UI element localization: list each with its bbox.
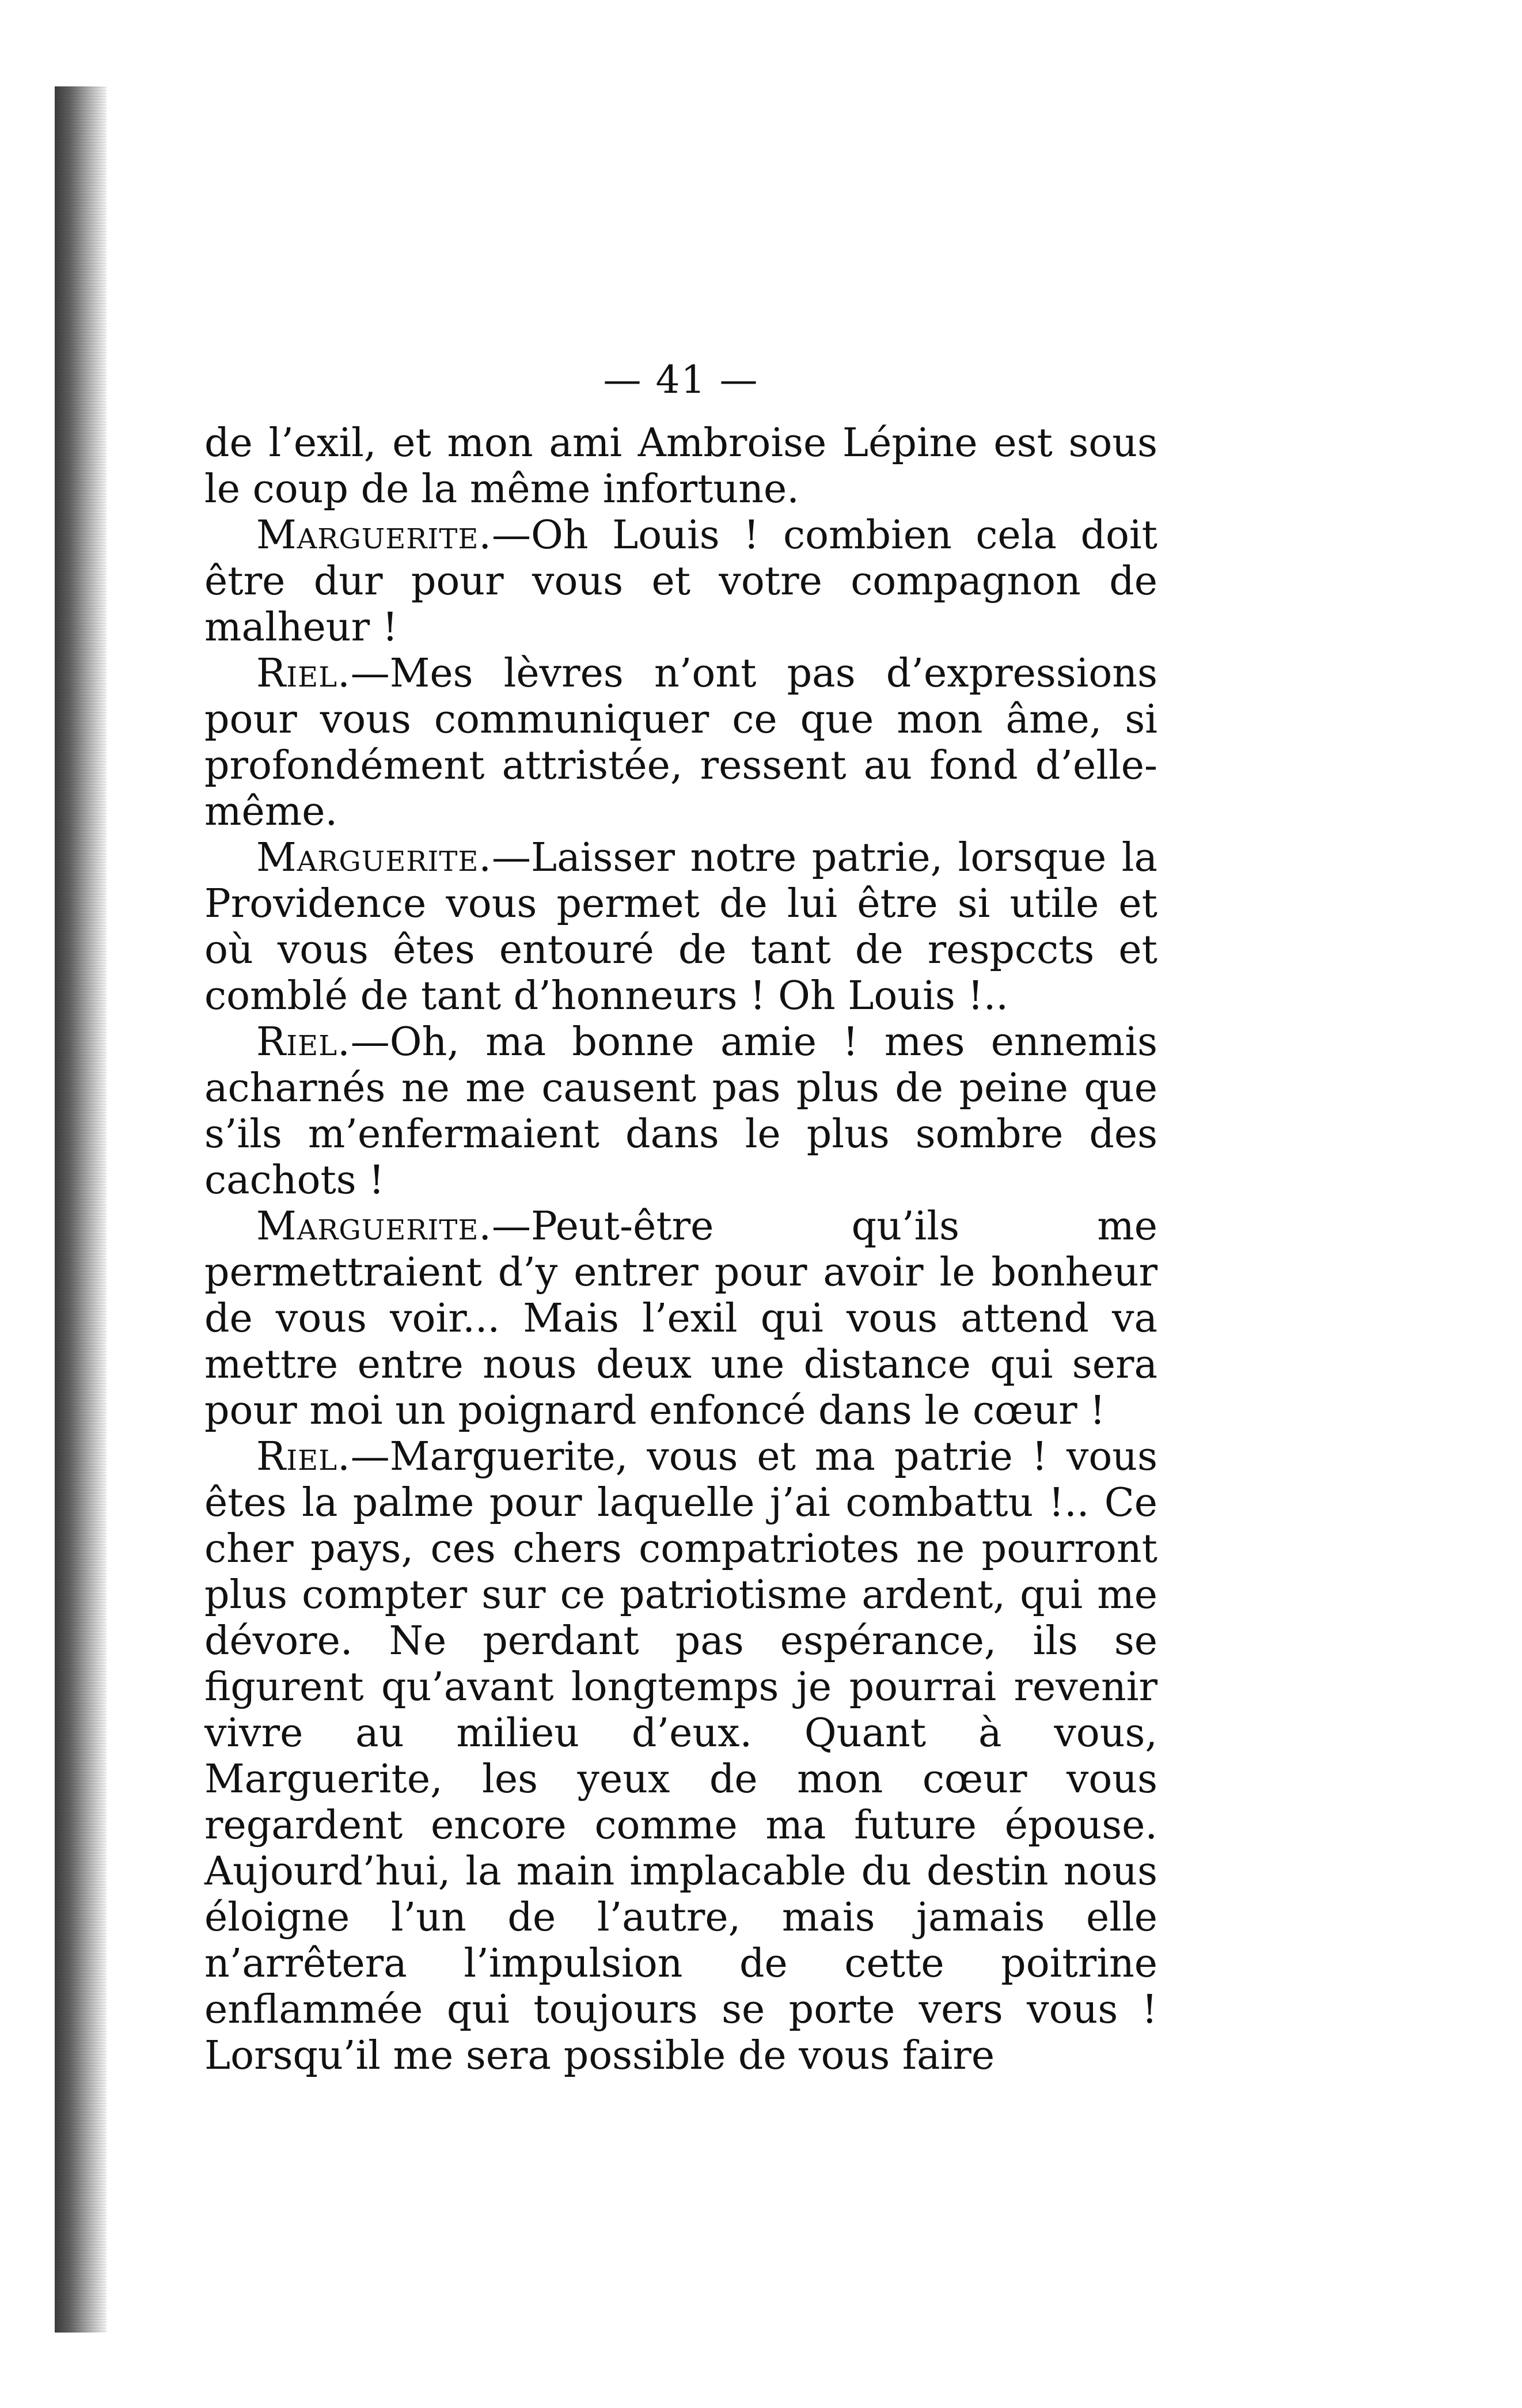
dialogue-text: —Peut-être qu’ils me permettraient d’y entrer pour avoir le bonheur de vous voir... Mais l’exil qui vous attend va mettre entre nous deux une distance qui sera pour moi un poignard enfoncé dans le cœur ! <box>204 1204 1157 1434</box>
speaker-name: Marguerite. <box>256 513 492 558</box>
speaker-name: Marguerite. <box>256 1204 492 1249</box>
dialogue-text: —Laisser notre patrie, lorsque la Providence vous permet de lui être si utile et où vous êtes entouré de tant de respccts et comblé de tant d’honneurs ! Oh Louis !.. <box>204 835 1157 1019</box>
speaker-name: Riel. <box>256 651 351 696</box>
dialogue-paragraph <box>204 1019 1157 1204</box>
dialogue-text: —Oh Louis ! combien cela doit être dur pour vous et votre compagnon de malheur ! <box>204 513 1157 650</box>
dialogue-paragraph <box>204 513 1157 651</box>
speaker-name: Riel. <box>256 1019 351 1065</box>
paragraph-continuation <box>204 420 1157 513</box>
binding-gutter-shadow <box>55 86 107 2333</box>
dialogue-paragraph <box>204 651 1157 835</box>
book-page <box>204 357 1157 2315</box>
dialogue-paragraph <box>204 1204 1157 1434</box>
dialogue-text: —Marguerite, vous et ma patrie ! vous êtes la palme pour laquelle j’ai combattu !.. Ce cher pays, ces chers compatriotes ne pourront plus compter sur ce patriotisme ardent, qui me dévore. Ne perdant pas espérance, ils se figurent qu’avant longtemps je pourrai revenir vivre au milieu d’eux. Quant à vous, Marguerite, les yeux de mon cœur vous regardent encore comme ma future épouse. Aujourd’hui, la main implacable du destin nous éloigne l’un de l’autre, mais jamais elle n’arrêtera l’impulsion de cette poitrine enflammée qui toujours se porte vers vous ! Lorsqu’il me sera possible de vous faire <box>204 1434 1157 2079</box>
dialogue-paragraph <box>204 1434 1157 2079</box>
dialogue-text: —Mes lèvres n’ont pas d’expressions pour vous communiquer ce que mon âme, si profondément attristée, ressent au fond d’elle-même. <box>204 651 1157 835</box>
paragraph-text: de l’exil, et mon ami Ambroise Lépine est sous le coup de la même infortune. <box>204 420 1157 512</box>
dialogue-text: —Oh, ma bonne amie ! mes ennemis acharnés ne me causent pas plus de peine que s’ils m’enfermaient dans le plus sombre des cachots ! <box>204 1019 1157 1203</box>
dialogue-paragraph <box>204 835 1157 1019</box>
speaker-name: Marguerite. <box>256 835 492 881</box>
page-number: — 41 — <box>603 358 759 402</box>
speaker-name: Riel. <box>256 1434 351 1480</box>
